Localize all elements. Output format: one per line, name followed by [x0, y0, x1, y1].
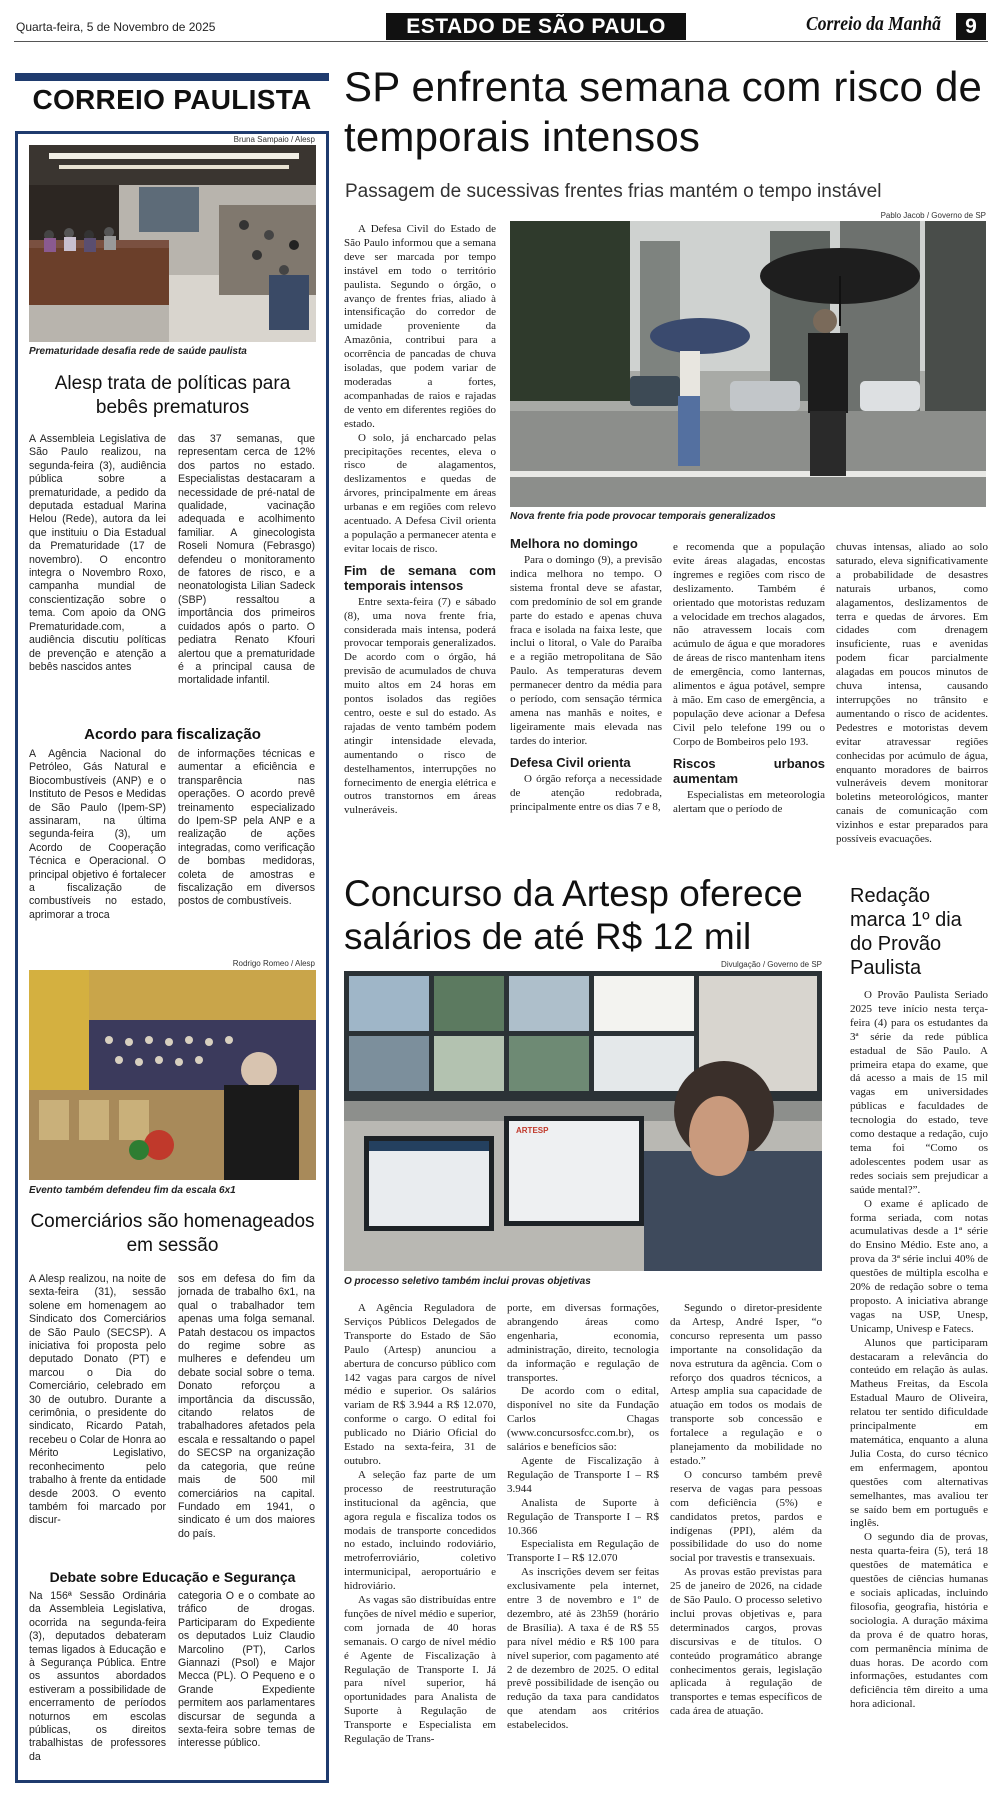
article-subhead: Riscos urbanos aumentam	[673, 755, 825, 786]
plenary-session-photo	[29, 970, 316, 1180]
article-column	[836, 541, 988, 856]
photo-caption: Evento também defendeu fim da escala 6x1	[29, 1185, 236, 1196]
article-paragraph: e recomenda que a população evite áreas alagadas, encostas íngremes e regiões com risco de deslizamento. Também é orientado que motoristas reduzam a velocidade em trechos alagados, não atravessem locais com acúmulo de água e que moradores de áreas de risco mantenham itens de emergência, como lanternas, alimentos e água potável, sempre à mão. Em caso de emergência, a população deve acionar a Defesa Civil pelo telefone 199 ou o Corpo de Bombeiros pelo 193.	[673, 541, 825, 748]
article-column	[510, 536, 662, 856]
article-paragraph: A Defesa Civil do Estado de São Paulo informou que a semana deve ser marcada por tempo instável em todo o território paulista. Segundo o órgão, o avanço de frentes frias, aliado à intensificação do corredor de umidade proveniente da Amazônia, contribui para a ocorrência de pancadas de chuva isoladas, que podem variar de moderadas a fortes, acompanhadas de raios e rajadas de vento em diferentes regiões do estado.	[344, 223, 496, 430]
article-paragraph: As provas estão previstas para 25 de janeiro de 2026, na cidade de São Paulo. O processo seletivo inclui provas objetivas e, para determinados cargos, provas discursivas e de títulos. O conteúdo programático abrange conhecimentos gerais, legislação aplicada à regulação de transportes e temas específicos de cada área de atuação.	[670, 1566, 822, 1718]
auditorium-illustration	[29, 145, 316, 342]
story-text: de informações técnicas e aumentar a eficiência e transparência nas operações. O acordo prevê treinamento especializado do Ipem-SP pela ANP e a realização de ações integradas, como verificação de bombas medidoras, coleta de amostras e fiscalização em diversos postos de combustíveis.	[178, 748, 315, 908]
control-room-photo	[344, 971, 822, 1271]
article-paragraph: Agente de Fiscalização à Regulação de Transporte I – R$ 3.944	[507, 1454, 659, 1495]
article-paragraph: porte, em diversas formações, abrangendo áreas como engenharia, economia, administração, direito, tecnologia da informação e regulação de transportes.	[507, 1302, 659, 1384]
article-paragraph: Para o domingo (9), a previsão indica melhora no tempo. O sistema frontal deve se afastar, com predomínio de sol em grande parte do estado e apenas chuva fraca e isolada na faixa leste, que inclui o litoral, o Vale do Paraíba e a região metropolitana de São Paulo. As temperaturas devem permanecer dentro da média para o período, com sensação térmica amena nas manhãs e noites, e ligeiramente mais elevada nas tardes do interior.	[510, 554, 662, 747]
main-headline: SP enfrenta semana com risco de temporais intensos	[344, 63, 983, 160]
article-paragraph: As vagas são distribuídas entre funções de nível médio e superior, com jornada de 40 horas semanais. O cargo de nível médio é Agente de Fiscalização à Regulação de Transporte I. Já para nível superior, há oportunidades para Analista de Suporte à Regulação de Transporte e Especialista em Regulação de Trans-	[344, 1594, 496, 1746]
article-column	[344, 223, 496, 856]
artesp-column-3	[670, 1302, 822, 1787]
article-paragraph: Analista de Suporte à Regulação de Transporte I – R$ 10.366	[507, 1496, 659, 1537]
sidebar-title: CORREIO PAULISTA	[32, 84, 312, 115]
section-banner: ESTADO DE SÃO PAULO	[386, 13, 686, 40]
photo-caption: Prematuridade desafia rede de saúde paulista	[29, 346, 247, 357]
story-text: A Alesp realizou, na noite de sexta-feira (31), sessão solene em homenagem ao Sindicato dos Comerciários de São Paulo (SECSP). A iniciativa foi proposta pelo deputado Donato (PT) e marcou o Dia do Comerciário, celebrado em 30 de outubro. Durante a cerimônia, o presidente do sindicato, Ricardo Patah, recebeu o Colar de Honra ao Mérito Legislativo, reconhecimento pelo trabalho à frente da entidade desde 2003. O evento também foi marcado por discur-	[29, 1273, 166, 1527]
article-paragraph: As inscrições devem ser feitas exclusivamente pela internet, entre 3 de novembro e 1º de dezembro, até às 23h59 (horário de Brasília). A taxa é de R$ 55 para nível médio e R$ 100 para nível superior, com pagamento até 2 de dezembro de 2025. O edital prevê possibilidade de isenção ou redução da taxa para candidatos que atendam aos critérios estabelecidos.	[507, 1566, 659, 1732]
article-paragraph: A seleção faz parte de um processo de reestruturação institucional da agência, que agora regula e fiscaliza todos os modais de transporte concedidos no estado, incluindo rodoviário, metroferroviário, coletivo intermunicipal, aeroportuário e hidroviário.	[344, 1468, 496, 1593]
provao-column	[850, 989, 988, 1787]
article-paragraph: A Agência Reguladora de Serviços Públicos Delegados de Transporte do Estado de São Paulo (Artesp) anunciou a abertura de concurso público com 142 vagas para cargos de nível médio e superior. Os salários variam de R$ 3.944 a R$ 12.070, conforme o cargo. O edital foi publicado no Diário Oficial do Estado na sexta-feira, 31 de outubro.	[344, 1302, 496, 1467]
artesp-column-1	[344, 1302, 496, 1787]
article-paragraph: O Provão Paulista Seriado 2025 teve início nesta terça-feira (4) para os estudantes da 3ª série da rede pública estadual de São Paulo. A primeira etapa do exame, que dá acesso a mais de 15 mil vagas em universidades públicas e faculdades de tecnologia do estado, teve como destaque a redação, cujo tema foi “Como os adolescentes podem usar as redes sociais sem prejudicar a saúde mental?”.	[850, 989, 988, 1196]
photo-caption: O processo seletivo também inclui provas objetivas	[344, 1276, 591, 1287]
artesp-column-2	[507, 1302, 659, 1787]
artesp-headline: Concurso da Artesp oferece salários de até R$ 12 mil	[344, 873, 803, 957]
article-subhead: Defesa Civil orienta	[510, 754, 631, 770]
story-text: A Assembleia Legislativa de São Paulo realizou, na segunda-feira (3), audiência pública sobre a prematuridade, a pedido da deputada estadual Marina Helou (Rede), autora da lei que instituiu o Dia Estadual da Prematuridade (17 de novembro). O encontro integra o Novembro Roxo, campanha mundial de conscientização sobre o tema. Com apoio da ONG Prematuridade.com, a audiência discutiu políticas de prevenção e atenção a bebês nascidos antes	[29, 433, 166, 673]
header-rule	[14, 41, 988, 42]
article-paragraph: Segundo o diretor-presidente da Artesp, André Isper, “o concurso representa um passo importante na consolidação da nova estrutura da agência. Com o reforço dos quadros técnicos, a Artesp amplia sua capacidade de atuação em todos os modais de transporte sob concessão e fortalece a regulação e o planejamento da mobilidade no estado.”	[670, 1302, 822, 1467]
story-text: A Agência Nacional do Petróleo, Gás Natural e Biocombustíveis (ANP) e o Instituto de Pesos e Medidas de São Paulo (Ipem-SP) assinaram, na última segunda-feira (3), um Acordo de Cooperação Técnica e Operacional. O principal objetivo é fortalecer a fiscalização de combustíveis no estado, aprimorar a troca	[29, 748, 166, 921]
article-paragraph: Alunos que participaram destacaram a relevância do conteúdo em relação às aulas. Matheus Freitas, da Escola Estadual Mauro de Oliveira, relatou ter sentido dificuldade principalmente em matemática, enquanto a aluna Julia Costa, do curso técnico em enfermagem, apontou questões com alternativas semelhantes, mas avaliou ter se saído bem em português e inglês.	[850, 1336, 988, 1530]
rain-illustration	[510, 221, 986, 507]
article-paragraph: chuvas intensas, aliado ao solo saturado, eleva significativamente a probabilidade de desastres naturais urbanos, como alagamentos, deslizamentos de terra e quedas de árvores. Em cidades com drenagem insuficiente, ruas e avenidas podem ficar parcialmente alagadas em poucos minutos de chuva intensa, causando interrupções no trânsito e aumentando o risco de acidentes. Pedestres e motoristas devem evitar atravessar regiões conhecidas por acúmulo de água, enquanto moradores de bairros vulneráveis devem monitorar boletins meteorológicos, manter canais de comunicação com vizinhos e estar preparados para possíveis evacuações.	[836, 541, 988, 846]
provao-headline: Redação marca 1º dia do Provão Paulista	[850, 885, 962, 979]
photo-credit: Divulgação / Governo de SP	[721, 960, 822, 969]
story-headline: Alesp trata de políticas para bebês prematuros	[54, 373, 291, 418]
main-deck: Passagem de sucessivas frentes frias mantém o tempo instável	[345, 181, 882, 202]
plenary-illustration	[29, 970, 316, 1180]
sidebar-top-bar	[15, 73, 329, 81]
story-subhead: Debate sobre Educação e Segurança	[49, 1569, 296, 1585]
article-paragraph: Entre sexta-feira (7) e sábado (8), uma nova frente fria, considerada mais intensa, poderá provocar temporais generalizados. De acordo com o órgão, há previsão de acumulados de chuva muito altos em 24 horas em pontos isolados das regiões centro, oeste e sul do estado. As rajadas de vento também podem atingir intensidade elevada, aumentando o risco de destelhamentos, interrupções no fornecimento de energia elétrica e outros transtornos em áreas vulneráveis.	[344, 595, 496, 817]
story-text: categoria O e o combate ao tráfico de drogas. Participaram do Expediente os deputados Luiz Claudio Marcolino (PT), Carlos Giannazi (Psol) e Major Mecca (PL). O Pequeno e o Grande Expediente permitem aos parlamentares discursar de segunda a sexta-feira sobre temas de interesse público.	[178, 1590, 315, 1750]
article-paragraph: O concurso também prevê reserva de vagas para pessoas com deficiência (5%) e candidatos pretos, pardos e indígenas (PPI), além da possibilidade do uso do nome social por travestis e transexuais.	[670, 1468, 822, 1565]
article-paragraph: O exame é aplicado de forma seriada, com notas acumulativas desde a 1ª série do Ensino Médio. Este ano, a prova da 3ª série inclui 40% de questões de múltipla escolha e 20% de redação sobre o tema proposto. A iniciativa abrange vagas na USP, Unesp, Unicamp, Univesp e Fatecs.	[850, 1197, 988, 1335]
screen-logo: ARTESP	[516, 1126, 549, 1135]
article-paragraph: Especialistas em meteorologia alertam que o período de	[673, 788, 825, 815]
alesp-audience-photo	[29, 145, 316, 342]
article-paragraph: De acordo com o edital, disponível no site da Fundação Carlos Chagas (www.concursosfcc.com.br), os salários e benefícios são:	[507, 1385, 659, 1454]
photo-credit: Rodrigo Romeo / Alesp	[232, 959, 315, 968]
photo-credit: Pablo Jacob / Governo de SP	[880, 211, 986, 220]
story-text: das 37 semanas, que representam cerca de 12% dos partos no estado. Especialistas destacaram a necessidade de pré-natal de qualidade, vacinação adequada e acolhimento familiar. A ginecologista Roseli Nomura (Febrasgo) defendeu o monitoramento de fatores de risco, e a neonatologista Lilian Sadeck (SBP) ressaltou a importância dos primeiros cuidados após o parto. O pediatra Renato Kfouri alertou que a prematuridade é a principal causa de mortalidade infantil.	[178, 433, 315, 687]
article-subhead: Fim de semana com temporais intensos	[344, 562, 496, 593]
story-text: sos em defesa do fim da jornada de trabalho 6x1, na qual o trabalhador tem apenas uma folga semanal. Patah destacou os impactos do regime sobre as mulheres e defendeu um debate social sobre o tema. Donato reforçou a importância da discussão, citando relatos de trabalhadores afetados pela escala e ressaltando o papel do SECSP na organização da categoria, que reúne mais de 500 mil comerciários na capital. Fundado em 1941, o sindicato é um dos maiores do país.	[178, 1273, 315, 1540]
article-paragraph: Especialista em Regulação de Transporte I – R$ 12.070	[507, 1538, 659, 1565]
page-number: 9	[956, 13, 986, 40]
article-paragraph: O órgão reforça a necessidade de atenção redobrada, principalmente entre os dias 7 e 8,	[510, 772, 662, 813]
paper-name: Correio da Manhã	[806, 13, 941, 35]
photo-credit: Bruna Sampaio / Alesp	[233, 135, 315, 144]
header-date: Quarta-feira, 5 de Novembro de 2025	[16, 20, 216, 34]
rain-street-photo	[510, 221, 986, 507]
story-text: Na 156ª Sessão Ordinária da Assembleia Legislativa, ocorrida na segunda-feira (3), deputados debateram temas ligados à Educação e à Segurança Pública. Entre os assuntos abordados estiveram a possibilidade de encerramento de períodos noturnos em escolas públicas, os direitos trabalhistas de professores da	[29, 1590, 166, 1763]
story-headline: Comerciários são homenageados em sessão	[30, 1211, 315, 1256]
article-column	[673, 541, 825, 856]
article-subhead: Melhora no domingo	[510, 536, 638, 551]
article-paragraph: O segundo dia de provas, nesta quarta-feira (5), terá 18 questões de matemática e questões de ciências humanas e sociais aplicadas, incluindo filosofia, geografia, história e sociologia. A duração máxima da prova é de quatro horas, com permanência mínima de duas horas. De acordo com informações, estudantes com deficiência têm direito a uma hora adicional.	[850, 1531, 988, 1711]
article-paragraph: O solo, já encharcado pelas precipitações recentes, eleva o risco de alagamentos, deslizamentos e quedas de árvores, principalmente em áreas urbanas e em regiões com relevo acentuado. A Defesa Civil orienta a população a permanecer atenta e evitar locais de risco.	[344, 431, 496, 555]
photo-caption: Nova frente fria pode provocar temporais generalizados	[510, 511, 776, 522]
story-subhead: Acordo para fiscalização	[84, 726, 261, 743]
control-room-illustration	[344, 971, 822, 1271]
